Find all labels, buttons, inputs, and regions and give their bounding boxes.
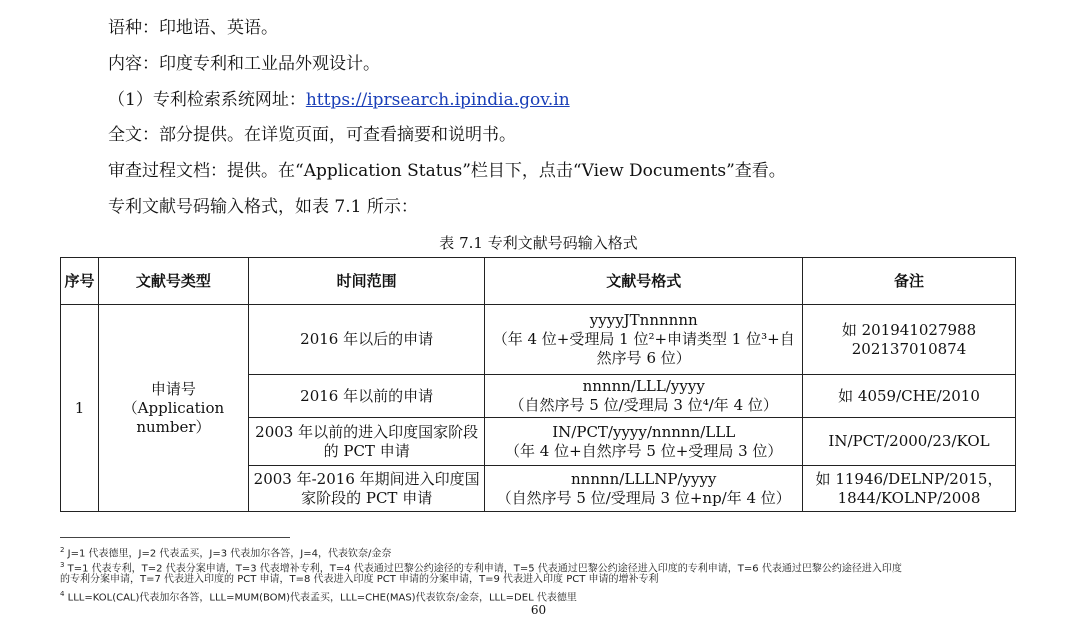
search-system-link[interactable]: https://iprsearch.ipindia.gov.in bbox=[305, 90, 570, 110]
table-header-row bbox=[61, 258, 1016, 305]
footnote-text: T=1 代表专利，T=2 代表分案申请，T=3 代表增补专利，T=4 代表通过巴黎公约途径的专利申请，T=5 代表通过巴黎公约途径进入印度的专利申请，T=6 代表通过巴黎公约途径进入印度 bbox=[67, 563, 902, 575]
format-intro-line: 专利文献号码输入格式，如表 7.1 所示： bbox=[108, 197, 418, 217]
range-cell: 2016 年以前的申请 bbox=[248, 375, 485, 418]
footnote-mark: 2 bbox=[60, 546, 65, 554]
header-range: 时间范围 bbox=[248, 258, 485, 305]
footnote-text: LLL=KOL(CAL)代表加尔各答，LLL=MUM(BOM)代表孟买，LLL=CHE(MAS)代表钦奈/金奈，LLL=DEL 代表德里 bbox=[67, 592, 577, 604]
format-explanation: （自然序号 5 位/受理局 3 位⁴/年 4 位） bbox=[509, 396, 778, 414]
footnote-divider bbox=[60, 537, 290, 538]
footnote-4 bbox=[60, 588, 1020, 604]
fulltext-line: 全文：部分提供。在详览页面，可查看摘要和说明书。 bbox=[108, 125, 516, 145]
content-line: 内容：印度专利和工业品外观设计。 bbox=[108, 54, 380, 74]
note-cell: 如 201941027988 202137010874 bbox=[803, 305, 1016, 375]
range-cell: 2003 年-2016 年期间进入印度国家阶段的 PCT 申请 bbox=[248, 466, 485, 512]
format-cell bbox=[485, 375, 803, 418]
footnote-text: J=1 代表德里，J=2 代表孟买，J=3 代表加尔各答，J=4，代表钦奈/金奈 bbox=[67, 548, 392, 560]
seq-cell: 1 bbox=[61, 305, 99, 512]
format-pattern: yyyyJTnnnnnn bbox=[589, 311, 698, 329]
note-cell: 如 4059/CHE/2010 bbox=[803, 375, 1016, 418]
format-cell bbox=[485, 418, 803, 466]
note-cell: IN/PCT/2000/23/KOL bbox=[803, 418, 1016, 466]
range-cell: 2016 年以后的申请 bbox=[248, 305, 485, 375]
format-pattern: nnnnn/LLLNP/yyyy bbox=[571, 469, 717, 488]
header-note: 备注 bbox=[803, 258, 1016, 305]
url-prefix: （1）专利检索系统网址： bbox=[108, 90, 306, 110]
footnote-2 bbox=[60, 544, 1020, 560]
doc-type-cell: 申请号（Application number） bbox=[98, 305, 248, 512]
format-cell bbox=[485, 305, 803, 375]
header-format: 文献号格式 bbox=[485, 258, 803, 305]
format-pattern: IN/PCT/yyyy/nnnnn/LLL bbox=[552, 422, 736, 441]
note-cell: 如 11946/DELNP/2015， 1844/KOLNP/2008 bbox=[803, 466, 1016, 512]
exam-docs-line: 审查过程文档：提供。在“Application Status”栏目下，点击“View Documents”查看。 bbox=[108, 161, 786, 181]
format-explanation: （年 4 位+受理局 1 位²+申请类型 1 位³+自然序号 6 位） bbox=[492, 330, 795, 367]
format-cell bbox=[485, 466, 803, 512]
page-number: 60 bbox=[530, 603, 547, 617]
table-caption: 表 7.1 专利文献号码输入格式 bbox=[439, 234, 638, 252]
format-explanation: （自然序号 5 位/受理局 3 位+np/年 4 位） bbox=[496, 488, 791, 507]
format-explanation: （年 4 位+自然序号 5 位+受理局 3 位） bbox=[505, 441, 783, 460]
footnote-mark: 4 bbox=[60, 590, 65, 598]
footnote-3-continued: 的专利分案申请，T=7 代表进入印度的 PCT 申请，T=8 代表进入印度 PCT 申请的分案申请，T=9 代表进入印度 PCT 申请的增补专利 bbox=[60, 574, 659, 585]
footnote-mark: 3 bbox=[60, 561, 65, 569]
number-format-table bbox=[60, 257, 1016, 512]
header-type: 文献号类型 bbox=[98, 258, 248, 305]
range-cell: 2003 年以前的进入印度国家阶段的 PCT 申请 bbox=[248, 418, 485, 466]
search-url-line bbox=[108, 89, 570, 111]
format-pattern: nnnnn/LLL/yyyy bbox=[582, 377, 705, 395]
table-row bbox=[61, 305, 1016, 375]
language-line: 语种：印地语、英语。 bbox=[108, 18, 278, 38]
header-seq: 序号 bbox=[61, 258, 99, 305]
